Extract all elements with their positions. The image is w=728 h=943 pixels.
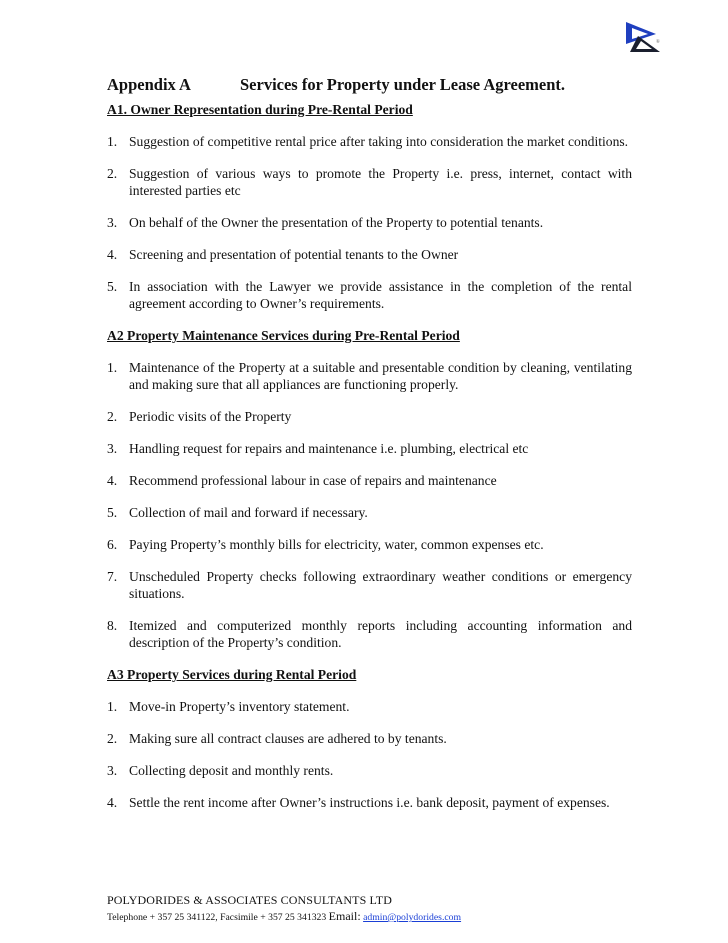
section-heading: A2 Property Maintenance Services during Pre-Rental Period (107, 328, 460, 343)
page-footer (107, 893, 461, 924)
list-item (107, 133, 632, 150)
list-item (107, 536, 632, 553)
list-item (107, 214, 632, 231)
item-number: 2. (107, 731, 118, 746)
list-item (107, 698, 632, 715)
item-number: 3. (107, 763, 118, 778)
footer-email-label: Email: (328, 909, 361, 923)
item-text: Making sure all contract clauses are adhered to by tenants. (129, 731, 447, 746)
item-text: Suggestion of competitive rental price after taking into consideration the market conditions. (129, 134, 629, 149)
item-number: 5. (107, 505, 118, 520)
item-text: Move-in Property’s inventory statement. (129, 699, 350, 714)
list-item (107, 472, 632, 489)
document-body (107, 101, 632, 811)
item-number: 7. (107, 569, 118, 584)
item-text: Collection of mail and forward if necessary. (129, 505, 368, 520)
section-heading: A3 Property Services during Rental Period (107, 667, 357, 682)
item-text: Maintenance of the Property at a suitable and presentable condition by cleaning, ventilating and making sure that all appliances are functioning properly. (129, 360, 632, 392)
appendix-heading: Services for Property under Lease Agreement. (240, 75, 566, 94)
list-item (107, 359, 632, 393)
list-item (107, 408, 632, 425)
list-item (107, 246, 632, 263)
list-item (107, 617, 632, 651)
item-text: Paying Property’s monthly bills for electricity, water, common expenses etc. (129, 537, 544, 552)
list-item (107, 730, 632, 747)
page-title (107, 75, 565, 95)
item-text: Unscheduled Property checks following extraordinary weather conditions or emergency situations. (129, 569, 632, 601)
item-number: 2. (107, 166, 118, 181)
item-number: 5. (107, 279, 118, 294)
appendix-label: Appendix A (107, 75, 191, 94)
list-item (107, 440, 632, 457)
list-item (107, 794, 632, 811)
list-item (107, 762, 632, 779)
item-number: 8. (107, 618, 118, 633)
company-logo (622, 20, 662, 54)
item-number: 2. (107, 409, 118, 424)
item-text: Periodic visits of the Property (129, 409, 292, 424)
item-number: 4. (107, 473, 118, 488)
footer-company: POLYDORIDES & ASSOCIATES CONSULTANTS LTD (107, 893, 392, 907)
item-text: Collecting deposit and monthly rents. (129, 763, 334, 778)
item-number: 3. (107, 215, 118, 230)
item-text: Settle the rent income after Owner’s instructions i.e. bank deposit, payment of expenses. (129, 795, 610, 810)
item-number: 3. (107, 441, 118, 456)
item-text: In association with the Lawyer we provide assistance in the completion of the rental agreement according to Owner’s requirements. (129, 279, 632, 311)
item-number: 4. (107, 795, 118, 810)
section-heading: A1. Owner Representation during Pre-Rental Period (107, 102, 413, 117)
item-text: Screening and presentation of potential tenants to the Owner (129, 247, 459, 262)
logo-trademark: ® (656, 40, 660, 45)
list-item (107, 504, 632, 521)
item-number: 6. (107, 537, 118, 552)
list-item (107, 278, 632, 312)
footer-phone-fax: Telephone + 357 25 341122, Facsimile + 357 25 341323 (107, 912, 327, 923)
item-text: Suggestion of various ways to promote the Property i.e. press, internet, contact with interested parties etc (129, 166, 632, 198)
item-number: 4. (107, 247, 118, 262)
item-text: On behalf of the Owner the presentation of the Property to potential tenants. (129, 215, 544, 230)
item-number: 1. (107, 360, 118, 375)
footer-email-link[interactable]: admin@polydorides.com (363, 912, 462, 923)
item-text: Itemized and computerized monthly reports including accounting information and description of the Property’s condition. (129, 618, 632, 650)
list-item (107, 568, 632, 602)
footer-contact-line (107, 909, 461, 924)
item-number: 1. (107, 134, 118, 149)
item-text: Recommend professional labour in case of repairs and maintenance (129, 473, 497, 488)
list-item (107, 165, 632, 199)
item-number: 1. (107, 699, 118, 714)
item-text: Handling request for repairs and maintenance i.e. plumbing, electrical etc (129, 441, 529, 456)
